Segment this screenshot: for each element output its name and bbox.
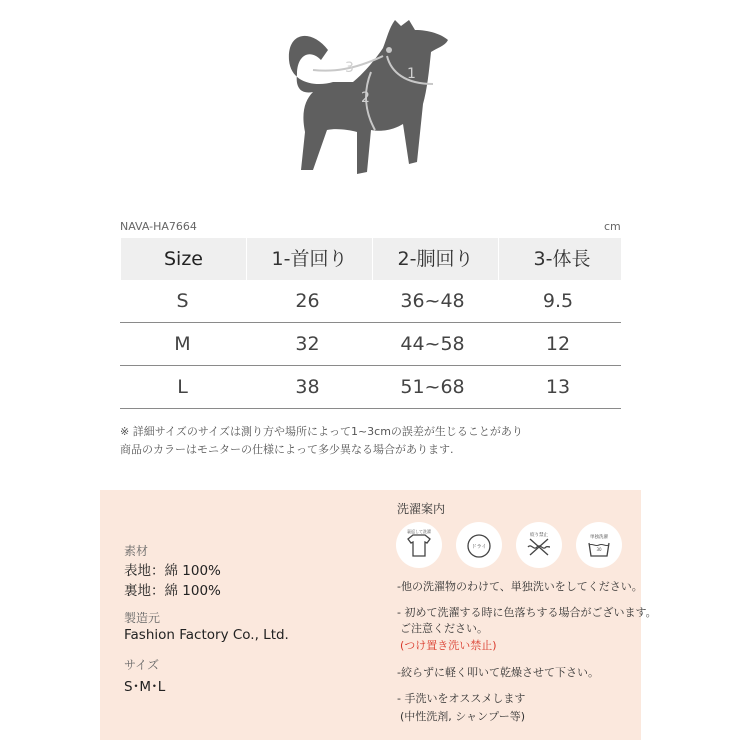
instruction-line: -他の洗濯物のわけて、単独洗いをしてください。 — [397, 580, 643, 593]
washing-icons — [396, 522, 622, 568]
cell-size: S — [176, 290, 189, 312]
icon-caption: 絞り禁止 — [530, 533, 548, 538]
cell-length: 9.5 — [542, 290, 574, 312]
cell-neck: 38 — [295, 376, 320, 398]
cell-neck: 26 — [295, 290, 320, 312]
label-1: 1 — [407, 66, 416, 82]
cell-length: 12 — [545, 333, 571, 355]
label-2: 2 — [361, 90, 370, 106]
size-disclaimer — [120, 423, 523, 459]
instruction-line: - 初めて洗濯する時に色落ちする場合がございます。 — [397, 606, 657, 619]
maker-value: Fashion Factory Co., Ltd. — [124, 627, 289, 643]
instruction-line: -絞らずに軽く叩いて乾燥させて下さい。 — [397, 666, 599, 679]
cell-size: L — [177, 376, 188, 398]
cell-length: 13 — [545, 376, 571, 398]
table-row — [120, 280, 621, 323]
product-code: NAVA-HA7664 — [120, 220, 197, 233]
cell-chest: 44~58 — [400, 333, 465, 355]
maker-label: 製造元 — [124, 611, 161, 625]
measure-point — [386, 47, 392, 53]
washing-title: 洗濯案内 — [397, 502, 446, 516]
material-front: 表地：綿 100% — [124, 563, 221, 579]
instruction-line: - 手洗いをオススメします — [397, 692, 526, 705]
cell-chest: 51~68 — [400, 376, 465, 398]
table-header-row — [120, 238, 621, 280]
header-neck: 1-首回り — [246, 238, 372, 280]
dry-clean-icon — [456, 522, 502, 568]
material-label: 素材 — [124, 544, 149, 558]
header-size: Size — [120, 238, 246, 280]
table-row — [120, 366, 621, 409]
material-back: 裏地：綿 100% — [124, 583, 221, 599]
size-label: サイズ — [124, 658, 160, 672]
svg-text:30: 30 — [596, 547, 602, 552]
size-value: S･M･L — [124, 679, 166, 695]
instruction-warning: (つけ置き洗い禁止) — [400, 639, 497, 652]
icon-caption: 裏返して洗濯 — [407, 529, 431, 534]
cell-neck: 32 — [295, 333, 320, 355]
separate-wash-icon — [396, 522, 442, 568]
dog-measurement-diagram — [283, 12, 458, 177]
table-row — [120, 323, 621, 366]
cell-chest: 36~48 — [400, 290, 465, 312]
cell-size: M — [174, 333, 191, 355]
instruction-line: (中性洗剤, シャンプー等) — [400, 710, 526, 723]
hand-wash-icon — [576, 522, 622, 568]
note-line: ※ 詳細サイズのサイズは測り方や場所によって1~3cmの誤差が生じることがあり — [120, 425, 523, 438]
label-3: 3 — [345, 60, 354, 76]
unit-label: cm — [604, 220, 621, 233]
no-wring-icon — [516, 522, 562, 568]
icon-caption: 単独洗濯 — [590, 535, 608, 540]
size-table — [120, 238, 621, 409]
instruction-line: ご注意ください。 — [400, 622, 488, 635]
header-chest: 2-胴回り — [372, 238, 498, 280]
icon-caption: ドライ — [471, 544, 487, 550]
note-line: 商品のカラーはモニターの仕様によって多少異なる場合があります. — [120, 443, 454, 456]
header-length: 3-体長 — [498, 238, 625, 280]
